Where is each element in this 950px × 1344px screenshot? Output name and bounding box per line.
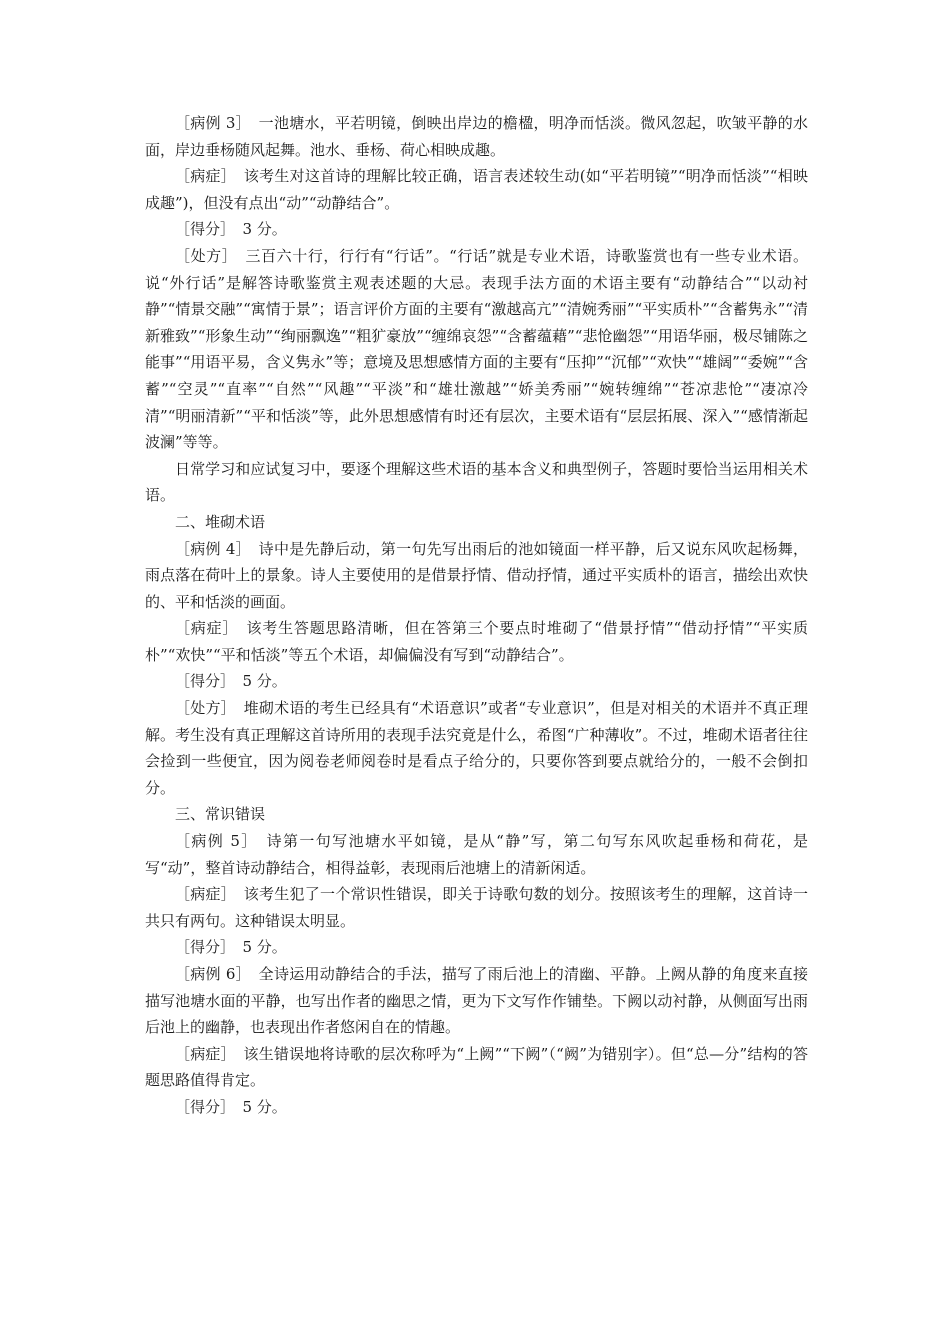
case-3-prescription: ［处方］ 三百六十行，行行有“行话”。“行话”就是专业术语，诗歌鉴赏也有一些专业术语。说“外行话”是解答诗歌鉴赏主观表述题的大忌。表现手法方面的术语主要有“动静结合”“以动衬静”“情景交融”“寓情于景”；语言评价方面的主要有“激越高亢”“清婉秀丽”“平实质朴”“含蓄隽永”“清新雅致”“形象生动”“绚丽飘逸”“粗犷豪放”“缠绵哀怨”“含蓄蕴藉”“悲怆幽怨”“用语华丽，极尽铺陈之能事”“用语平易，含义隽永”等；意境及思想感情方面的主要有“压抑”“沉郁”“欢快”“雄阔”“委婉”“含蓄”“空灵”“直率”“自然”“风趣”“平淡”和“雄壮激越”“娇美秀丽”“婉转缠绵”“苍凉悲怆”“凄凉冷清”“明丽清新”“平和恬淡”等，此外思想感情有时还有层次，主要术语有“层层拓展、深入”“感情渐起波澜”等等。 — [145, 246, 808, 452]
case-3-score: ［得分］ 3 分。 — [175, 220, 287, 239]
case-6-score: ［得分］ 5 分。 — [175, 1097, 287, 1116]
case-5-example: ［病例 5］ 诗第一句写池塘水平如镜，是从“静”写，第二句写东风吹起垂杨和荷花，是写“动”，整首诗动静结合，相得益彰，表现雨后池塘上的清新闲适。 — [145, 832, 808, 877]
section-heading-3: 三、常识错误 — [175, 805, 266, 824]
case-4-diagnosis: ［病症］ 该考生答题思路清晰，但在答第三个要点时堆砌了“借景抒情”“借动抒情”“平实质朴”“欢快”“平和恬淡”等五个术语，却偏偏没有写到“动静结合”。 — [145, 619, 808, 664]
case-3-example: ［病例 3］ 一池塘水，平若明镜，倒映出岸边的檐楹，明净而恬淡。微风忽起，吹皱平静的水面，岸边垂杨随风起舞。池水、垂杨、荷心相映成趣。 — [145, 114, 808, 159]
section-heading-2: 二、堆砌术语 — [175, 512, 266, 531]
case-5-diagnosis: ［病症］ 该考生犯了一个常识性错误，即关于诗歌句数的划分。按照该考生的理解，这首诗一共只有两句。这种错误太明显。 — [145, 885, 808, 930]
case-6-example: ［病例 6］ 全诗运用动静结合的手法，描写了雨后池上的清幽、平静。上阙从静的角度来直接描写池塘水面的平静，也写出作者的幽思之情，更为下文写作作铺垫。下阙以动衬静，从侧面写出雨后池上的幽静，也表现出作者悠闲自在的情趣。 — [145, 965, 808, 1037]
document-body — [145, 110, 808, 1121]
case-5-score: ［得分］ 5 分。 — [175, 938, 287, 957]
case-4-example: ［病例 4］ 诗中是先静后动，第一句先写出雨后的池如镜面一样平静，后又说东风吹起杨舞，雨点落在荷叶上的景象。诗人主要使用的是借景抒情、借动抒情，通过平实质朴的语言，描绘出欢快的、平和恬淡的画面。 — [145, 539, 808, 611]
study-advice: 日常学习和应试复习中，要逐个理解这些术语的基本含义和典型例子，答题时要恰当运用相关术语。 — [145, 459, 808, 505]
case-3-diagnosis: ［病症］ 该考生对这首诗的理解比较正确，语言表述较生动(如“平若明镜”“明净而恬淡”“相映成趣”)，但没有点出“动”“动静结合”。 — [145, 167, 808, 212]
case-6-diagnosis: ［病症］ 该生错误地将诗歌的层次称呼为“上阙”“下阙”（“阙”为错别字）。但“总—分”结构的答题思路值得肯定。 — [145, 1044, 808, 1090]
case-4-score: ［得分］ 5 分。 — [175, 672, 287, 691]
case-4-prescription: ［处方］ 堆砌术语的考生已经具有“术语意识”或者“专业意识”，但是对相关的术语并不真正理解。考生没有真正理解这首诗所用的表现手法究竟是什么，希图“广种薄收”。不过，堆砌术语者往往会捡到一些便宜，因为阅卷老师阅卷时是看点子给分的，只要你答到要点就给分的，一般不会倒扣分。 — [145, 699, 808, 797]
